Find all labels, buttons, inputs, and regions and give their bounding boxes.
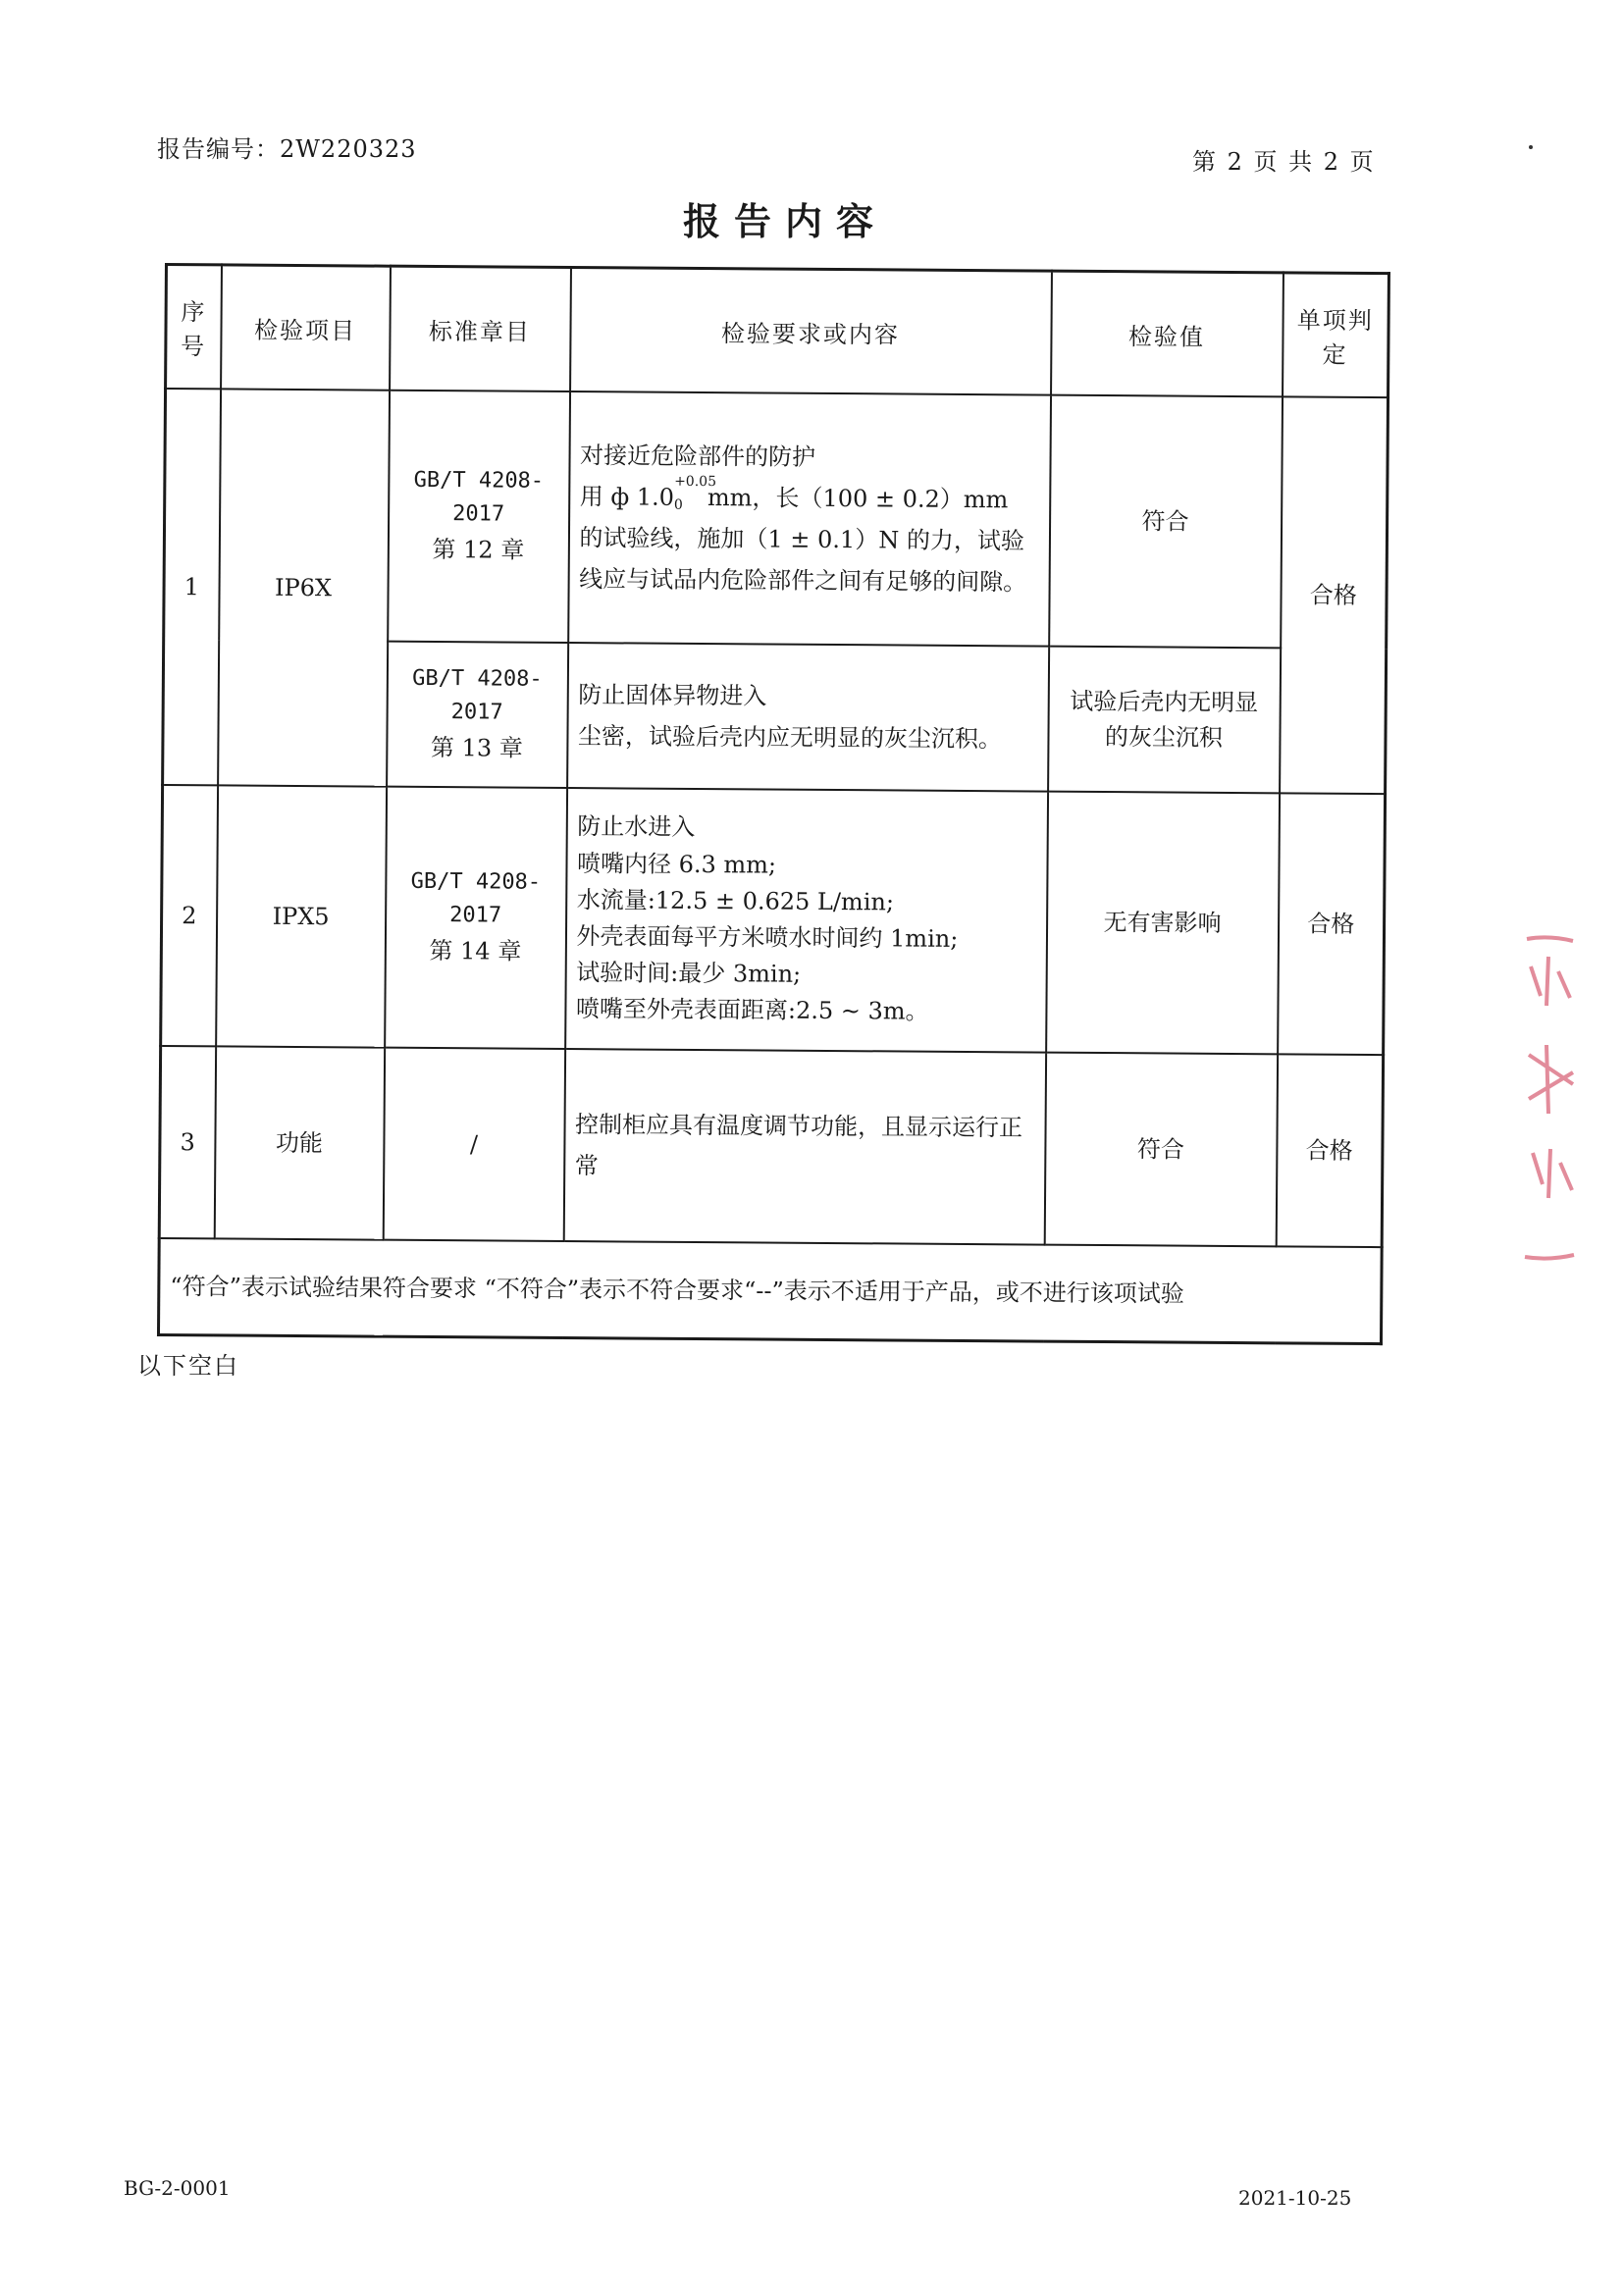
tolerance-superscript xyxy=(673,473,717,513)
table-row xyxy=(161,785,1386,1055)
requirement-line: 对接近危险部件的防护 xyxy=(579,442,816,471)
row-item: IP6X xyxy=(218,389,390,786)
row-item: IPX5 xyxy=(216,785,387,1047)
row-requirement xyxy=(567,643,1049,792)
standard-chapter: 第 14 章 xyxy=(429,936,522,965)
row-requirement: 控制柜应具有温度调节功能，且显示运行正常 xyxy=(563,1049,1045,1245)
row-standard: / xyxy=(383,1048,564,1241)
requirement-line: 喷嘴内径 6.3 mm; xyxy=(576,849,777,879)
tolerance-upper: +0.05 xyxy=(674,473,717,490)
requirement-line: 的试验线，施加（1 ± 0.1）N 的力，试验线应与试品内危险部件之间有足够的间隙。 xyxy=(579,524,1027,597)
blank-below-note: 以下空白 xyxy=(137,1352,239,1380)
report-number: 报告编号：2W220323 xyxy=(157,135,417,163)
standard-line: GB/T 4208- xyxy=(412,666,543,693)
header-value: 检验值 xyxy=(1051,271,1283,396)
requirement-line: 尘密，试验后壳内应无明显的灰尘沉积。 xyxy=(577,722,1003,754)
report-table xyxy=(157,263,1390,1345)
header-standard: 标准章目 xyxy=(390,266,571,391)
row-verdict: 合格 xyxy=(1280,396,1388,794)
row-item: 功能 xyxy=(214,1046,384,1239)
header-item: 检验项目 xyxy=(221,265,391,391)
report-table-wrapper xyxy=(157,263,1388,1333)
page-title: 报告内容 xyxy=(682,199,887,243)
standard-chapter: 第 13 章 xyxy=(430,733,523,762)
row-standard xyxy=(387,642,568,788)
header-seq: 序号 xyxy=(166,265,222,390)
seal-stamp-fragment xyxy=(1519,927,1578,1271)
requirement-line: 试验时间:最少 3min; xyxy=(576,959,802,988)
row-verdict: 合格 xyxy=(1276,1054,1383,1247)
page-number: 第 2 页 共 2 页 xyxy=(1192,148,1376,176)
requirement-line xyxy=(579,473,1039,520)
standard-line: 2017 xyxy=(452,501,505,527)
requirement-text: mm，长（100 ± 0.2）mm xyxy=(707,484,1009,514)
header-requirement: 检验要求或内容 xyxy=(570,268,1052,395)
row-value: 符合 xyxy=(1049,395,1283,649)
standard-line: 2017 xyxy=(450,700,503,725)
tolerance-lower: 0 xyxy=(673,496,683,513)
table-note-row xyxy=(158,1238,1382,1344)
row-value: 符合 xyxy=(1044,1053,1277,1247)
document-code: BG-2-0001 xyxy=(124,2176,231,2200)
standard-line: GB/T 4208- xyxy=(410,869,542,896)
requirement-line: 水流量:12.5 ± 0.625 L/min; xyxy=(576,885,895,916)
table-row xyxy=(164,389,1388,649)
row-standard xyxy=(385,787,567,1049)
row-verdict: 合格 xyxy=(1278,793,1386,1055)
row-requirement xyxy=(568,391,1051,647)
row-seq: 2 xyxy=(161,785,218,1046)
table-row xyxy=(159,1046,1383,1247)
requirement-line: 防止固体异物进入 xyxy=(578,681,767,710)
standard-chapter: 第 12 章 xyxy=(432,535,525,564)
row-standard xyxy=(388,391,570,643)
standard-line: 2017 xyxy=(449,903,502,928)
scan-dot xyxy=(1529,145,1533,149)
row-value: 试验后壳内无明显的灰尘沉积 xyxy=(1048,647,1281,794)
row-seq: 3 xyxy=(159,1046,215,1238)
requirement-line: 外壳表面每平方米喷水时间约 1min; xyxy=(576,922,959,953)
standard-line: GB/T 4208- xyxy=(413,468,545,495)
document-date: 2021-10-25 xyxy=(1238,2186,1352,2210)
requirement-line: 喷嘴至外壳表面距离:2.5 ~ 3m。 xyxy=(575,995,929,1026)
requirement-line: 防止水进入 xyxy=(577,812,696,842)
row-requirement xyxy=(565,788,1048,1053)
requirement-text: 用 ф 1.0 xyxy=(579,483,675,511)
row-value: 无有害影响 xyxy=(1046,792,1280,1055)
table-note: “符合”表示试验结果符合要求 “不符合”表示不符合要求“--”表示不适用于产品，或不进行该项试验 xyxy=(158,1238,1382,1344)
row-seq: 1 xyxy=(163,389,221,785)
table-header-row xyxy=(166,265,1389,398)
header-verdict: 单项判定 xyxy=(1283,273,1389,397)
